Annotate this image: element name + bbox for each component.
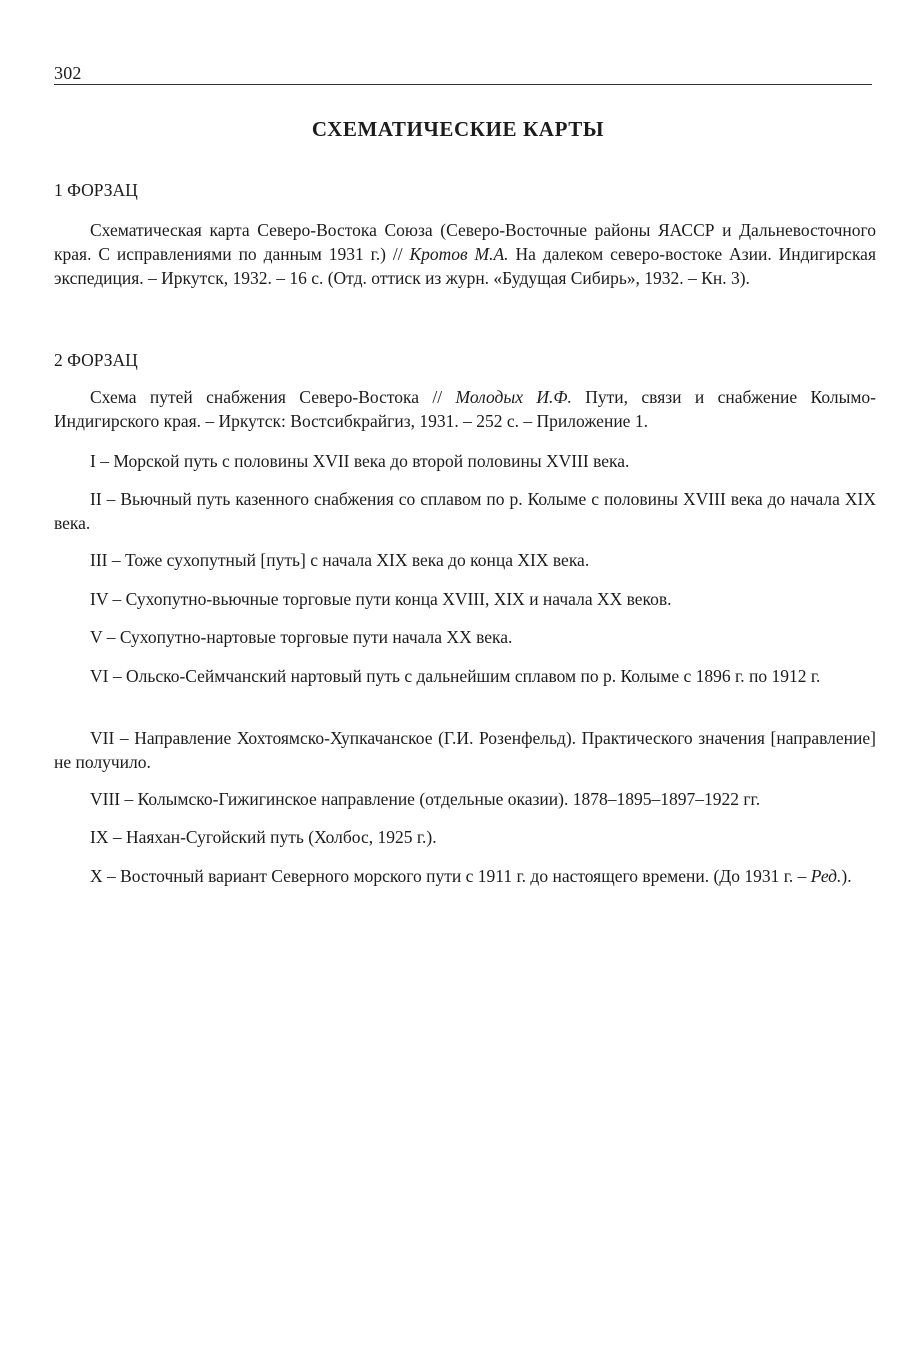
section-heading-2: 2 ФОРЗАЦ bbox=[54, 350, 138, 370]
list-item-last bbox=[54, 864, 876, 888]
section-2-author: Молодых И.Ф. bbox=[455, 387, 572, 407]
list-item: I – Морской путь с половины XVII века до второй половины XVIII века. bbox=[90, 451, 630, 471]
list-item: VI – Ольско-Сеймчанский нартовый путь с дальнейшим сплавом по р. Колыме с 1896 г. по 1912 г. bbox=[90, 666, 821, 686]
header-rule bbox=[54, 84, 872, 85]
section-2-text-a: Схема путей снабжения Северо-Востока // bbox=[90, 387, 456, 407]
list-item: VIII – Колымско-Гижигинское направление (отдельные оказии). 1878–1895–1897–1922 гг. bbox=[90, 789, 761, 809]
section-1-text-b: На далеком северо-востоке Азии. Индигирская экспедиция. – Иркутск, 1932. – 16 с. (Отд. оттиск из журн. «Будущая Сибирь», 1932. – Кн. 3). bbox=[54, 244, 876, 288]
section-1-author: Кротов М.А. bbox=[409, 244, 509, 264]
list-item: II – Вьючный путь казенного снабжения со сплавом по р. Колыме с половины XVIII века до начала XIX века. bbox=[54, 489, 876, 533]
last-item-text-a: X – Восточный вариант Северного морского пути с 1911 г. до настоящего времени. (До 1931 г. – bbox=[90, 866, 811, 886]
section-heading-1: 1 ФОРЗАЦ bbox=[54, 180, 138, 200]
list-item: V – Сухопутно-нартовые торговые пути начала XX века. bbox=[90, 627, 513, 647]
section-1-text-a: Схематическая карта Северо-Востока Союза (Северо-Восточные районы ЯАССР и Дальневосточного края. С исправлениями по данным 1931 г.) // bbox=[54, 220, 876, 264]
list-item: IX – Наяхан-Сугойский путь (Холбос, 1925 г.). bbox=[90, 827, 437, 847]
page-title: СХЕМАТИЧЕСКИЕ КАРТЫ bbox=[311, 117, 605, 141]
page-number: 302 bbox=[54, 63, 82, 83]
list-item: VII – Направление Хохтоямско-Хупкачанское (Г.И. Розенфельд). Практического значения [направление] не получило. bbox=[54, 728, 876, 772]
editor-note: Ред. bbox=[810, 866, 842, 886]
section-2-paragraph bbox=[54, 385, 876, 433]
list-item: III – Тоже сухопутный [путь] с начала XIX века до конца XIX века. bbox=[90, 550, 590, 570]
last-item-text-b: ). bbox=[841, 866, 852, 886]
list-item: IV – Сухопутно-вьючные торговые пути конца XVIII, XIX и начала XX веков. bbox=[90, 589, 672, 609]
section-1-paragraph bbox=[54, 218, 876, 290]
section-2-text-b: Пути, связи и снабжение Колымо-Индигирского края. – Иркутск: Востсибкрайгиз, 1931. – 252 с. – Приложение 1. bbox=[54, 387, 876, 431]
